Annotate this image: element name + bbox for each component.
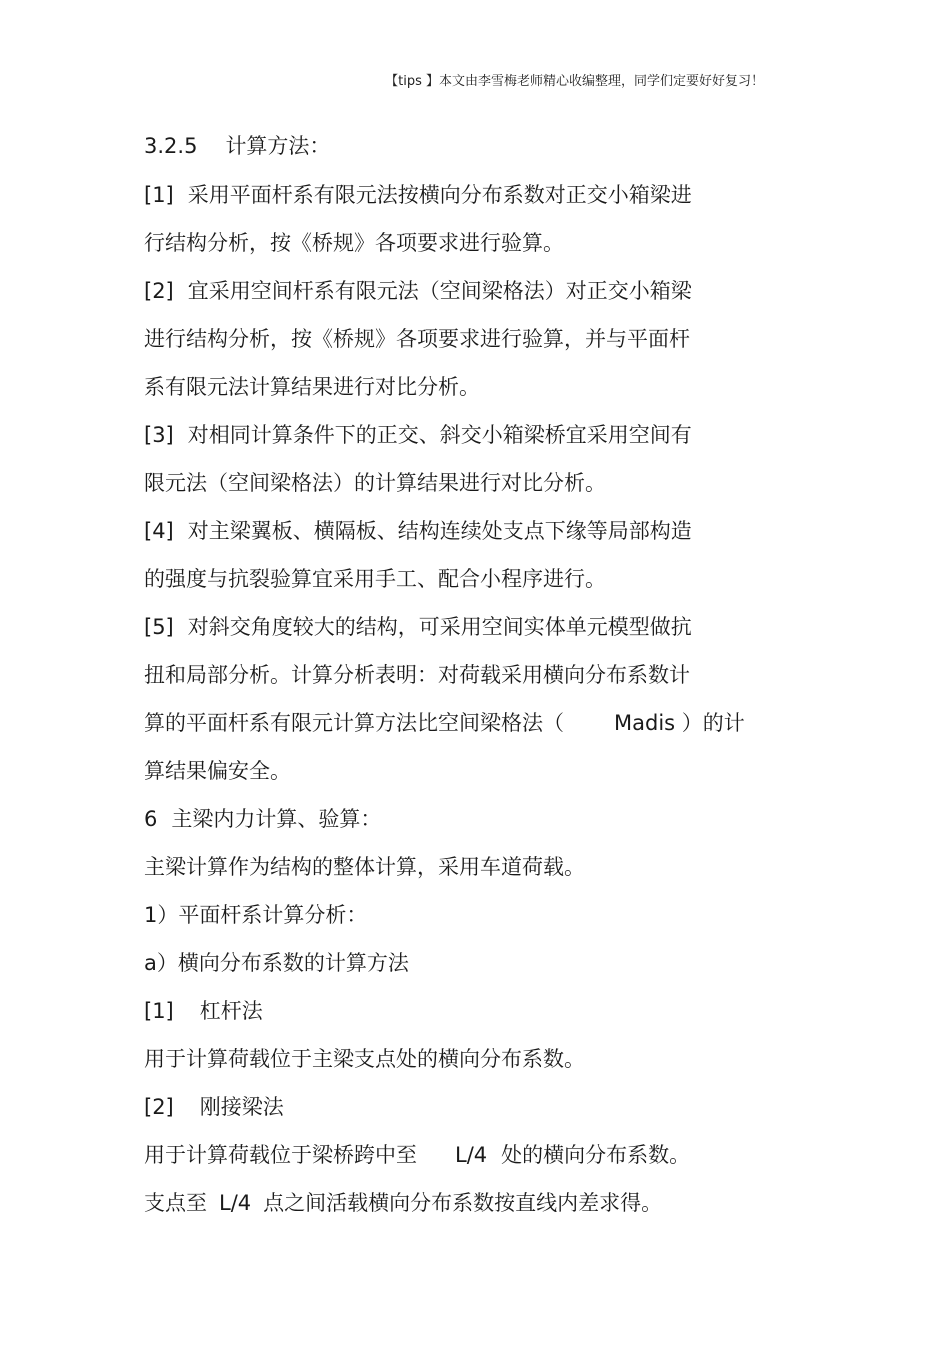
text-line	[144, 277, 692, 305]
item-marker: [2]	[144, 279, 174, 303]
subsection-heading	[144, 901, 367, 929]
text-span: 的强度与抗裂验算宜采用手工、配合小程序进行。	[144, 567, 606, 591]
item-marker: [5]	[144, 615, 174, 639]
text-line	[144, 1045, 585, 1073]
item-marker: [2]	[144, 1095, 174, 1119]
text-line	[144, 709, 745, 737]
text-span: 用于计算荷载位于梁桥跨中至	[144, 1143, 417, 1167]
text-span: 系有限元法计算结果进行对比分析。	[144, 375, 480, 399]
chapter-number: 6	[144, 807, 158, 831]
section-number: 3.2.5	[144, 134, 198, 158]
text-line	[144, 325, 690, 353]
text-line	[144, 565, 606, 593]
text-span: Madis ）的计	[614, 711, 745, 735]
section-title: 计算方法：	[225, 134, 331, 158]
text-span: L/4	[455, 1143, 488, 1167]
text-span: 支点至	[144, 1191, 207, 1215]
text-span: 杠杆法	[199, 999, 263, 1023]
text-line	[144, 517, 692, 545]
chapter-title: 主梁内力计算、验算：	[171, 807, 382, 831]
chapter-heading	[144, 805, 381, 833]
text-line	[144, 1093, 284, 1121]
text-span: L/4	[219, 1191, 252, 1215]
subsection-heading	[144, 949, 409, 977]
item-marker: [3]	[144, 423, 174, 447]
text-span: 行结构分析，按《桥规》各项要求进行验算。	[144, 231, 564, 255]
text-span: 进行结构分析，按《桥规》各项要求进行验算，并与平面杆	[144, 327, 690, 351]
text-span: 宜采用空间杆系有限元法（空间梁格法）对正交小箱梁	[187, 279, 692, 303]
item-marker: [1]	[144, 183, 174, 207]
text-span: 对主梁翼板、横隔板、结构连续处支点下缘等局部构造	[187, 519, 692, 543]
text-span: 1）平面杆系计算分析：	[144, 903, 368, 927]
text-line	[144, 853, 585, 881]
text-span: 处的横向分布系数。	[501, 1143, 691, 1167]
text-span: 算结果偏安全。	[144, 759, 291, 783]
text-line	[144, 757, 291, 785]
text-line	[144, 421, 692, 449]
text-span: 对斜交角度较大的结构，可采用空间实体单元模型做抗	[187, 615, 692, 639]
text-line	[144, 373, 480, 401]
text-span: 限元法（空间梁格法）的计算结果进行对比分析。	[144, 471, 606, 495]
text-span: 用于计算荷载位于主梁支点处的横向分布系数。	[144, 1047, 585, 1071]
text-line	[144, 229, 564, 257]
text-span: 主梁计算作为结构的整体计算，采用车道荷载。	[144, 855, 585, 879]
text-span: a）横向分布系数的计算方法	[144, 951, 409, 975]
text-line	[144, 469, 606, 497]
text-span: 采用平面杆系有限元法按横向分布系数对正交小箱梁进	[187, 183, 692, 207]
text-span: 刚接梁法	[199, 1095, 284, 1119]
section-heading	[144, 132, 330, 160]
text-line	[144, 181, 692, 209]
text-line	[144, 613, 692, 641]
text-line	[144, 997, 263, 1025]
text-span: 点之间活载横向分布系数按直线内差求得。	[263, 1191, 663, 1215]
text-span: 算的平面杆系有限元计算方法比空间梁格法（	[144, 711, 564, 735]
text-line	[144, 1141, 690, 1169]
header-tip: 【tips 】本文由李雪梅老师精心收编整理，同学们定要好好复习！	[385, 74, 764, 89]
text-line	[144, 661, 690, 689]
item-marker: [4]	[144, 519, 174, 543]
text-span: 扭和局部分析。计算分析表明：对荷载采用横向分布系数计	[144, 663, 690, 687]
text-span: 对相同计算条件下的正交、斜交小箱梁桥宜采用空间有	[187, 423, 692, 447]
text-line	[144, 1189, 662, 1217]
item-marker: [1]	[144, 999, 174, 1023]
